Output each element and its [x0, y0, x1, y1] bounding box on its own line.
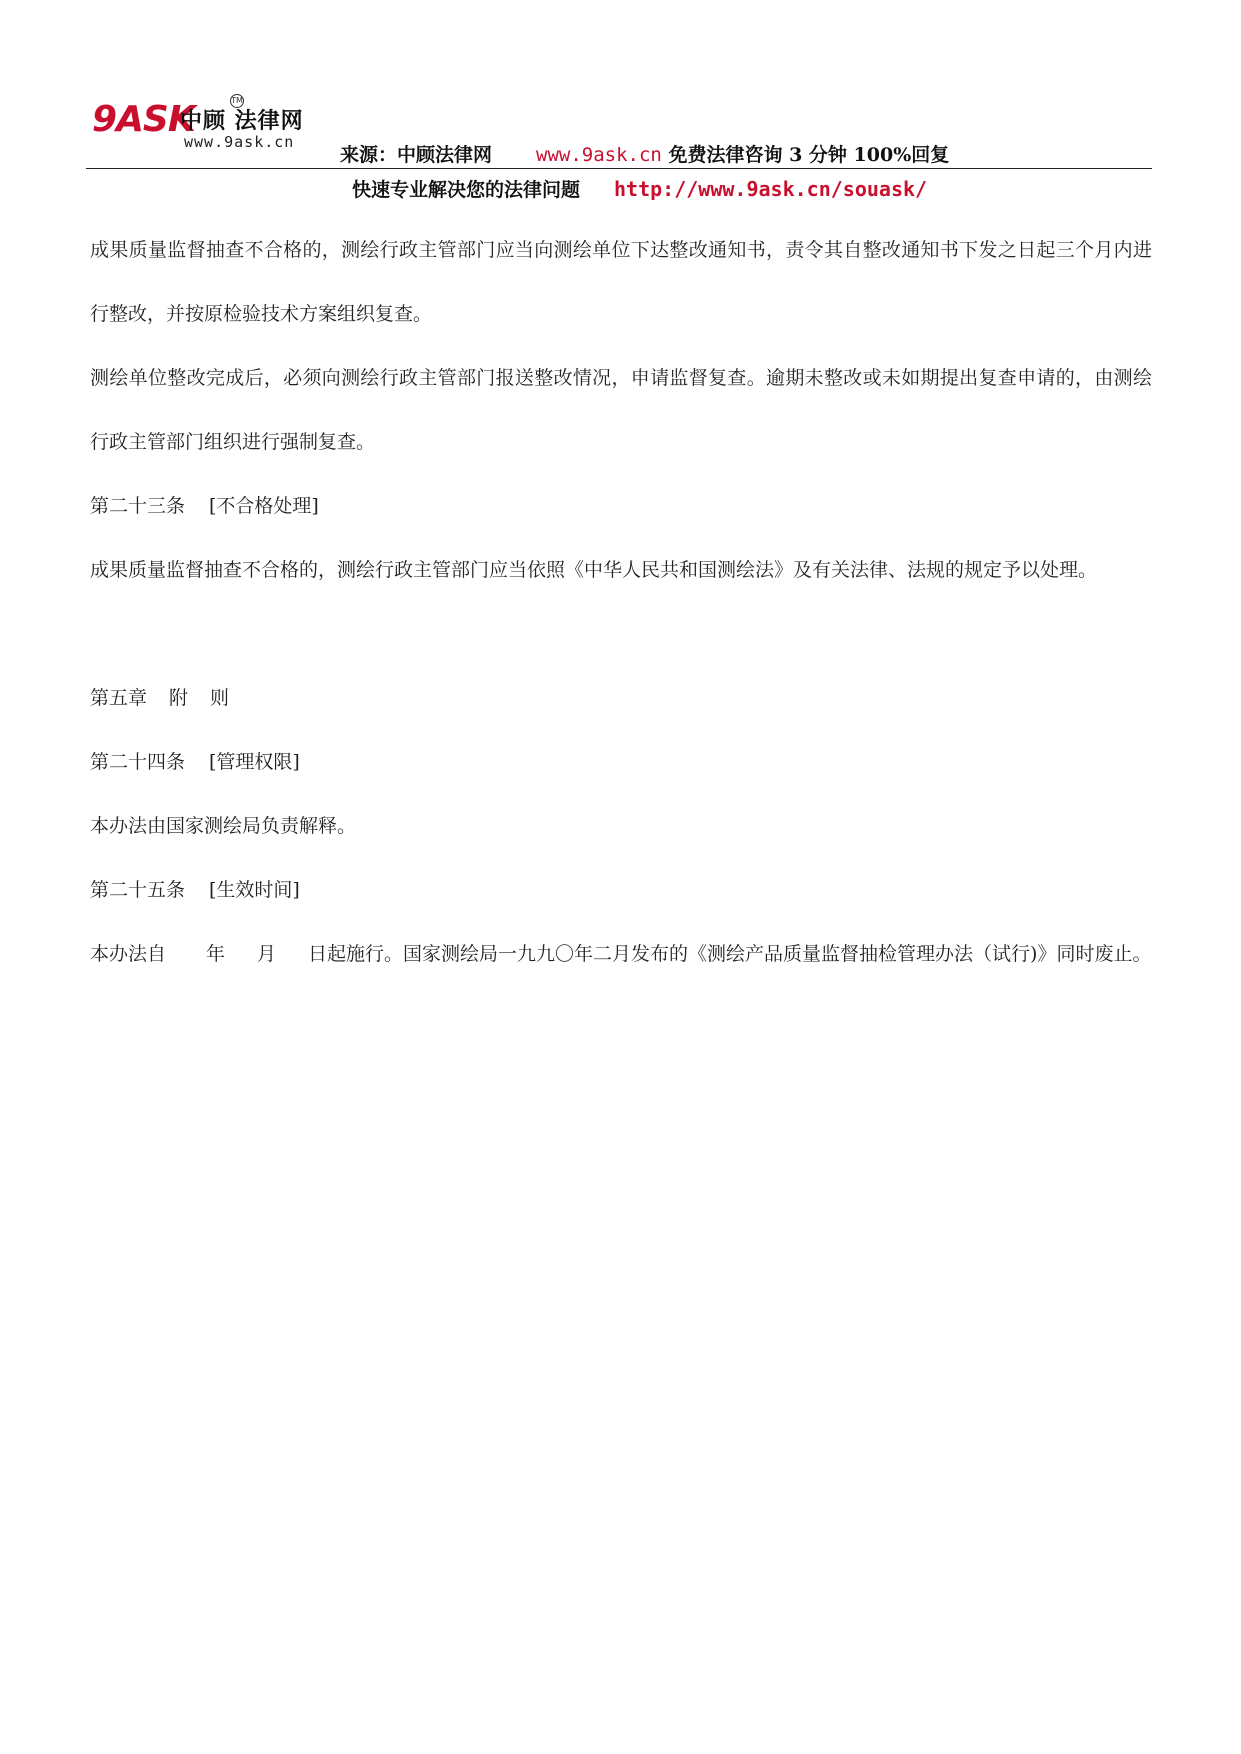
site-logo[interactable]: [92, 96, 322, 156]
trademark-icon: TM: [230, 94, 244, 108]
article-24-heading: [90, 730, 1152, 794]
tagline: 快速专业解决您的法律问题: [352, 179, 581, 201]
paragraph-rectification-review: 测绘单位整改完成后，必须向测绘行政主管部门报送整改情况，申请监督复查。逾期未整改或未如期提出复查申请的，由测绘行政主管部门组织进行强制复查。: [90, 367, 1152, 453]
article-title: [生效时间]: [209, 879, 300, 901]
source-label: 来源：中顾法律网: [340, 144, 493, 166]
logo-url: www.9ask.cn: [184, 133, 295, 151]
chapter-title-char-1: 附: [169, 687, 189, 709]
effective-text-rest: 日起施行。国家测绘局一九九〇年二月发布的《测绘产品质量监督抽检管理办法（试行)》同时废止。: [308, 943, 1152, 965]
paragraph-rectification-notice: 成果质量监督抽查不合格的，测绘行政主管部门应当向测绘单位下达整改通知书，责令其自整改通知书下发之日起三个月内进行整改，并按原检验技术方案组织复查。: [90, 239, 1152, 325]
service-text: 免费法律咨询 3 分钟 100%回复: [668, 144, 950, 166]
chapter-title-char-2: 则: [210, 687, 230, 709]
souask-link[interactable]: http://www.9ask.cn/souask/: [614, 177, 928, 201]
article-number: 第二十四条: [90, 751, 186, 773]
effective-text-start: 本办法自: [90, 943, 167, 965]
logo-ask: ASK: [116, 99, 195, 140]
chapter-5-heading: [90, 666, 1152, 730]
document-body: [90, 218, 1152, 986]
article-number: 第二十三条: [90, 495, 186, 517]
article-title: [管理权限]: [209, 751, 300, 773]
paragraph-effective-date: [90, 922, 1152, 986]
header-divider: [86, 168, 1152, 169]
site-link[interactable]: www.9ask.cn: [536, 144, 662, 166]
effective-year-label: 年: [206, 943, 226, 965]
effective-month-label: 月: [257, 943, 277, 965]
article-25-heading: [90, 858, 1152, 922]
logo-chinese-name: 中顾 法律网: [180, 109, 304, 134]
chapter-number: 第五章: [90, 687, 148, 709]
article-title: [不合格处理]: [209, 495, 319, 517]
header-tagline-line: [352, 175, 927, 202]
paragraph-interpretation: 本办法由国家测绘局负责解释。: [90, 815, 357, 837]
blank-line: [90, 602, 1152, 666]
paragraph-noncompliance-handling: 成果质量监督抽查不合格的，测绘行政主管部门应当依照《中华人民共和国测绘法》及有关法律、法规的规定予以处理。: [90, 559, 1098, 581]
logo-nine: 9: [92, 99, 117, 140]
article-23-heading: [90, 474, 1152, 538]
article-number: 第二十五条: [90, 879, 186, 901]
header-source-line: [340, 140, 949, 167]
